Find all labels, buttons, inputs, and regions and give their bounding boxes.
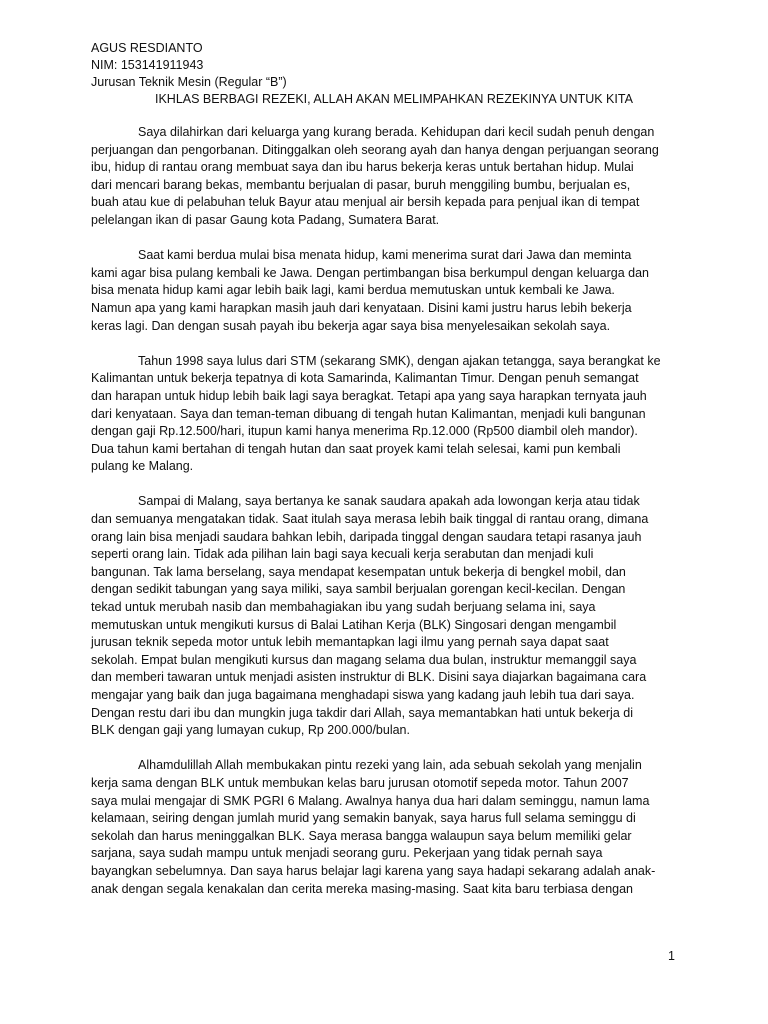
paragraph-line: ibu, hidup di rantau orang membuat saya dan ibu harus bekerja keras untuk bertahan hidup. Mulai bbox=[91, 160, 634, 175]
page-number: 1 bbox=[668, 949, 675, 963]
paragraph bbox=[91, 247, 677, 335]
paragraph-line: buah atau kue di pelabuhan teluk Bayur atau menjual air bersih kepada para penjual ikan di tempat bbox=[91, 195, 640, 210]
paragraph-line: Namun apa yang kami harapkan masih jauh dari kenyataan. Disini kami justru harus lebih bekerja bbox=[91, 300, 632, 315]
document-header bbox=[91, 40, 681, 108]
paragraph-line: dengan gaji Rp.12.500/hari, itupun kami hanya menerima Rp.12.000 (Rp500 diambil oleh mandor). bbox=[91, 424, 638, 439]
paragraph-line: dan memberi tawaran untuk menjadi asisten instruktur di BLK. Disini saya diajarkan bagaimana cara bbox=[91, 670, 647, 685]
paragraph-line: keras lagi. Dan dengan susah payah ibu bekerja agar saya bisa menyelesaikan sekolah saya. bbox=[91, 318, 611, 333]
paragraph bbox=[91, 124, 677, 230]
paragraph-line: sarjana, saya sudah mampu untuk menjadi seorang guru. Pekerjaan yang tidak pernah saya bbox=[91, 846, 603, 861]
paragraph bbox=[91, 493, 677, 739]
paragraph-line: dan harapan untuk hidup lebih baik lagi saya beragkat. Tetapi apa yang saya harapkan ternyata jauh bbox=[91, 388, 647, 403]
paragraph bbox=[91, 353, 677, 476]
paragraph-line: sekolah dan harus meninggalkan BLK. Saya merasa bangga walaupun saya belum memiliki gelar bbox=[91, 828, 632, 843]
paragraph-line: pelelangan ikan di pasar Gaung kota Padang, Sumatera Barat. bbox=[91, 212, 440, 227]
paragraph-line: Dua tahun kami bertahan di tengah hutan dan saat proyek kami telah selesai, kami pun kembali bbox=[91, 441, 621, 456]
paragraph-line: Alhamdulillah Allah membukakan pintu rezeki yang lain, ada sebuah sekolah yang menjalin bbox=[138, 758, 642, 773]
paragraph-line: seperti orang lain. Tidak ada pilihan lain bagi saya kecuali kerja serabutan dan menjadi kuli bbox=[91, 547, 594, 562]
paragraph-line: anak dengan segala kenakalan dan cerita mereka masing-masing. Saat kita baru terbiasa dengan bbox=[91, 881, 634, 896]
essay-body bbox=[91, 124, 677, 916]
paragraph bbox=[91, 757, 677, 898]
paragraph-line: dengan sedikit tabungan yang saya miliki, saya sambil berjualan gorengan kecil-kecilan. Dengan bbox=[91, 582, 626, 597]
department: Jurusan Teknik Mesin (Regular “B”) bbox=[91, 75, 287, 89]
paragraph-line: kelamaan, seiring dengan jumlah murid yang semakin banyak, saya harus full selama seminggu di bbox=[91, 811, 636, 826]
paragraph-line: Saat kami berdua mulai bisa menata hidup, kami menerima surat dari Jawa dan meminta bbox=[138, 248, 632, 263]
paragraph-line: jurusan teknik sepeda motor untuk lebih memantapkan lagi ilmu yang pernah saya dapat saat bbox=[91, 635, 609, 650]
paragraph-line: pulang ke Malang. bbox=[91, 459, 194, 474]
paragraph-line: dari kenyataan. Saya dan teman-teman dibuang di tengah hutan Kalimantan, menjadi kuli bangunan bbox=[91, 406, 646, 421]
paragraph-line: kami agar bisa pulang kembali ke Jawa. Dengan pertimbangan bisa berkumpul dengan keluarga dan bbox=[91, 265, 649, 280]
author-name: AGUS RESDIANTO bbox=[91, 41, 203, 55]
paragraph-line: BLK dengan gaji yang lumayan cukup, Rp 200.000/bulan. bbox=[91, 723, 410, 738]
paragraph-line: sekolah. Empat bulan mengikuti kursus dan magang selama dua bulan, instruktur memanggil saya bbox=[91, 652, 637, 667]
paragraph-line: perjuangan dan pengorbanan. Ditinggalkan oleh seorang ayah dan hanya dengan perjuangan seorang bbox=[91, 142, 659, 157]
paragraph-line: Kalimantan untuk bekerja tepatnya di kota Samarinda, Kalimantan Timur. Dengan penuh semangat bbox=[91, 371, 639, 386]
paragraph-line: bangunan. Tak lama berselang, saya mendapat kesempatan untuk bekerja di bengkel mobil, dan bbox=[91, 564, 626, 579]
paragraph-line: tekad untuk merubah nasib dan membahagiakan ibu yang sudah berjuang selama ini, saya bbox=[91, 600, 596, 615]
paragraph-line: orang lain bisa menjadi saudara bahkan lebih, daripada tinggal dengan saudara tetapi rasanya jauh bbox=[91, 529, 642, 544]
paragraph-line: dari mencari barang bekas, membantu berjualan di pasar, buruh menggiling bumbu, berjualan es, bbox=[91, 177, 631, 192]
paragraph-line: Dengan restu dari ibu dan mungkin juga takdir dari Allah, saya memantabkan hati untuk bekerja di bbox=[91, 705, 633, 720]
paragraph-line: dan semuanya mengatakan tidak. Saat itulah saya merasa lebih baik tinggal di rantau orang, dimana bbox=[91, 512, 649, 527]
paragraph-line: bisa menata hidup kami agar lebih baik lagi, kami berdua memutuskan untuk kembali ke Jawa. bbox=[91, 283, 615, 298]
paragraph-line: saya mulai mengajar di SMK PGRI 6 Malang. Awalnya hanya dua hari dalam seminggu, namun lama bbox=[91, 793, 650, 808]
essay-title: IKHLAS BERBAGI REZEKI, ALLAH AKAN MELIMPAHKAN REZEKINYA UNTUK KITA bbox=[155, 92, 633, 106]
paragraph-line: mengajar yang baik dan juga bagaimana menghadapi siswa yang kadang jauh lebih tua dari saya. bbox=[91, 688, 635, 702]
paragraph-line: memutuskan untuk mengikuti kursus di Balai Latihan Kerja (BLK) Singosari dengan mengambil bbox=[91, 617, 617, 632]
paragraph-line: Sampai di Malang, saya bertanya ke sanak saudara apakah ada lowongan kerja atau tidak bbox=[138, 494, 640, 509]
student-id: NIM: 153141911943 bbox=[91, 58, 204, 72]
paragraph-line: kerja sama dengan BLK untuk membukan kelas baru jurusan otomotif sepeda motor. Tahun 2007 bbox=[91, 775, 629, 790]
paragraph-line: Tahun 1998 saya lulus dari STM (sekarang SMK), dengan ajakan tetangga, saya berangkat ke bbox=[138, 353, 661, 368]
paragraph-line: Saya dilahirkan dari keluarga yang kurang berada. Kehidupan dari kecil sudah penuh dengan bbox=[138, 125, 655, 139]
paragraph-line: bayangkan sebelumnya. Dan saya harus belajar lagi karena yang saya hadapi sekarang adalah anak- bbox=[91, 863, 656, 878]
